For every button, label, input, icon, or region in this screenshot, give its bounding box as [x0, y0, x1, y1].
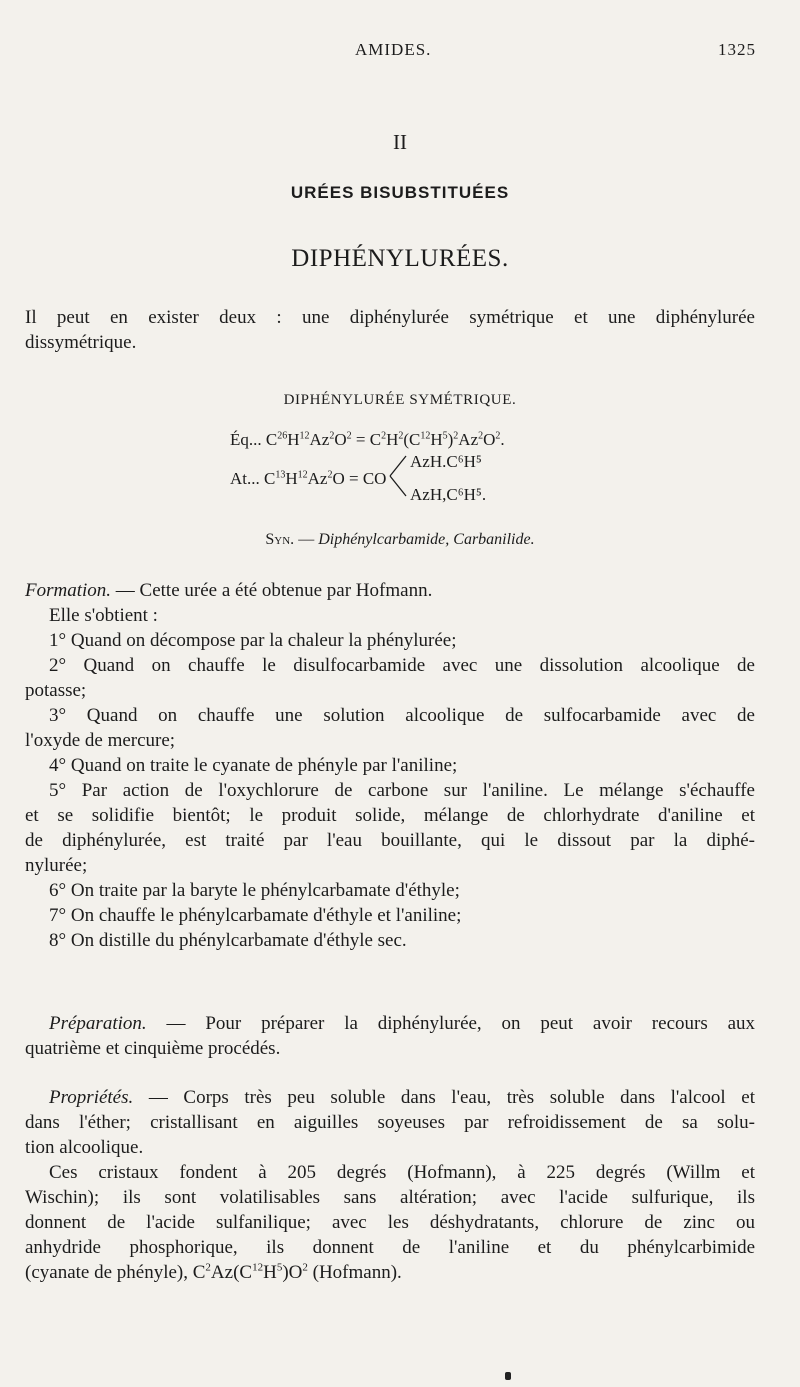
properties-line: dans l'éther; cristallisant en aiguilles soyeuses par refroidissement de sa solu- [25, 1112, 755, 1133]
properties-line: Propriétés. — Corps très peu soluble dans l'eau, très soluble dans l'alcool et [49, 1087, 755, 1108]
formation-item: 4° Quand on traite le cyanate de phényle par l'aniline; [49, 755, 458, 776]
properties-line: Ces cristaux fondent à 205 degrés (Hofmann), à 225 degrés (Willm et [49, 1162, 755, 1183]
formula-branch-bottom: AzH,C⁶H⁵. [410, 485, 487, 504]
formation-item: 3° Quand on chauffe une solution alcoolique de sulfocarbamide avec de [49, 705, 755, 726]
properties-section [25, 1085, 755, 1285]
page-number: 1325 [718, 40, 756, 59]
properties-label: Propriétés. [49, 1087, 134, 1108]
running-head [0, 40, 800, 64]
formation-item: potasse; [25, 680, 87, 701]
formation-item: 1° Quand on décompose par la chaleur la phénylurée; [49, 630, 457, 651]
synonyms-names: Diphénylcarbamide, Carbanilide. [318, 531, 535, 548]
formation-line: Formation. — Cette urée a été obtenue par Hofmann. [25, 580, 433, 601]
intro-line: dissymétrique. [25, 332, 137, 353]
synonyms-line [0, 531, 800, 549]
preparation-section [25, 1011, 755, 1061]
properties-line: donnent de l'acide sulfanilique; avec les déshydratants, chlorure de zinc ou [25, 1212, 755, 1233]
preparation-line: quatrième et cinquième procédés. [25, 1038, 281, 1059]
formula-branch-bracket [388, 452, 408, 500]
intro-line: Il peut en exister deux : une diphénylurée symétrique et une diphénylurée [25, 307, 755, 328]
formation-item: l'oxyde de mercure; [25, 730, 176, 751]
subsection-title: DIPHÉNYLURÉES. [291, 245, 509, 272]
formation-section [25, 578, 755, 953]
formula-branch-top: AzH.C⁶H⁵ [410, 452, 482, 471]
formation-item: de diphénylurée, est traité par l'eau bouillante, qui le dissout par la diphé- [25, 830, 755, 851]
properties-line: anhydride phosphorique, ils donnent de l'aniline et du phénylcarbimide [25, 1237, 755, 1258]
ink-mark [505, 1372, 511, 1380]
properties-line: tion alcoolique. [25, 1137, 144, 1158]
synonyms-label: Syn. [265, 531, 295, 548]
formation-item: nylurée; [25, 855, 88, 876]
symmetric-heading: DIPHÉNYLURÉE SYMÉTRIQUE. [283, 392, 517, 408]
section-number: II [393, 130, 407, 154]
running-head-title: AMIDES. [355, 40, 432, 59]
formula-at-label: At... [230, 469, 260, 488]
formula-equivalent [230, 430, 505, 450]
formula-at-expression: $C^{13}H^{12}Az^2O$ = CO [264, 469, 387, 488]
properties-line: (cyanate de phényle), $C^2Az(C^{12}H^5)O^2$ (Hofmann). [25, 1261, 402, 1283]
properties-line: Wischin); ils sont volatilisables sans altération; avec l'acide sulfurique, ils [25, 1187, 755, 1208]
formula-eq-label: Éq... [230, 430, 262, 449]
formula-eq-expression: $C^{26}H^{12}Az^2O^2 = C^2H^2(C^{12}H^5)^2Az^2O^2$. [265, 430, 505, 449]
preparation-line: Préparation. — Pour préparer la diphénylurée, on peut avoir recours aux [49, 1013, 755, 1034]
formation-item: 7° On chauffe le phénylcarbamate d'éthyle et l'aniline; [49, 905, 462, 926]
formation-item: 6° On traite par la baryte le phénylcarbamate d'éthyle; [49, 880, 460, 901]
formula-atomic [230, 469, 386, 489]
formation-line: Elle s'obtient : [49, 605, 158, 626]
preparation-label: Préparation. [49, 1013, 147, 1034]
formation-item: 5° Par action de l'oxychlorure de carbone sur l'aniline. Le mélange s'échauffe [49, 780, 755, 801]
section-title: URÉES BISUBSTITUÉES [290, 183, 510, 202]
formation-label: Formation. [25, 580, 112, 601]
formation-item: 8° On distille du phénylcarbamate d'éthyle sec. [49, 930, 407, 951]
intro-paragraph [25, 305, 755, 355]
formation-item: et se solidifie bientôt; le produit solide, mélange de chlorhydrate d'aniline et [25, 805, 755, 826]
formation-item: 2° Quand on chauffe le disulfocarbamide avec une dissolution alcoolique de [49, 655, 755, 676]
synonyms-dash: — [294, 531, 319, 548]
